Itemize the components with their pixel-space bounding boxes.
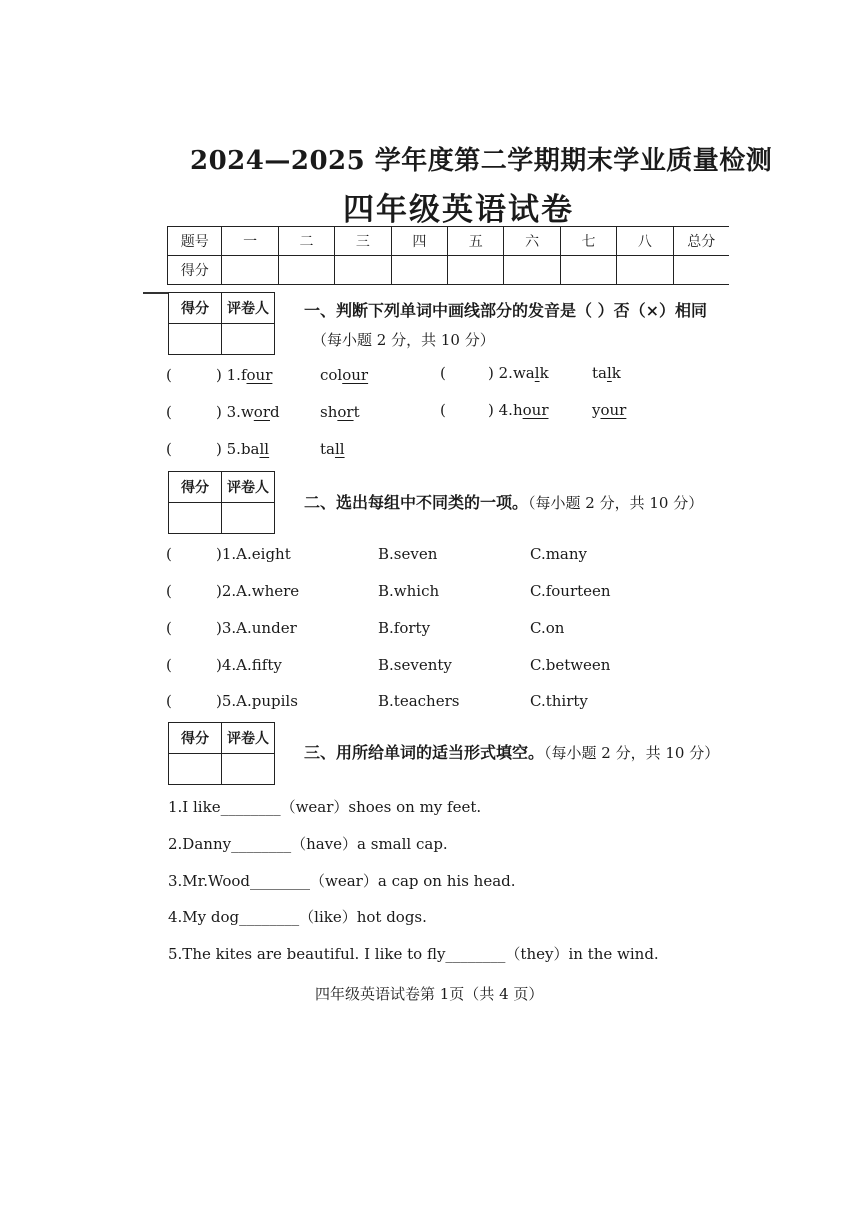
section2-title: 二、选出每组中不同类的一项。（每小题 2 分，共 10 分） [304,493,704,512]
score-cell: 五 [448,227,504,256]
s3-q3: 3.Mr.Wood________（wear）a cap on his head. [168,872,516,890]
section3-title: 三、用所给单词的适当形式填空。（每小题 2 分，共 10 分） [304,743,720,762]
score-table-header-row [168,227,730,256]
exam-subtitle: 四年级英语试卷 [343,192,574,228]
page-footer: 四年级英语试卷第 1页（共 4 页） [315,985,544,1003]
s3-q5: 5.The kites are beautiful. I like to fly________（they）in the wind. [168,945,659,963]
s1-q3-paren: ( [166,403,172,421]
grader-score-label: 得分 [169,723,222,754]
s2-q2-b: B.which [378,582,440,600]
score-blank [673,256,729,285]
s2-q3-b: B.forty [378,619,431,637]
s1-q3-pair: short [320,403,360,421]
grader-box [168,292,275,355]
grader-blank [222,503,275,534]
s1-q5-word: ) 5.ball [216,440,270,458]
s1-q1-pair: colour [320,366,369,384]
s1-q2-word: ) 2.walk [488,364,549,382]
s2-q3-a: )3.A.under [216,619,297,637]
s2-q1-a: )1.A.eight [216,545,291,563]
score-cell: 四 [391,227,447,256]
s1-q2-paren: ( [440,364,446,382]
s2-q4-a: )4.A.fifty [216,656,282,674]
s2-q5-c: C.thirty [530,692,588,710]
score-cell: 八 [617,227,673,256]
score-blank [448,256,504,285]
score-cell: 题号 [168,227,222,256]
grader-blank [222,324,275,355]
s2-q1-c: C.many [530,545,588,563]
score-cell: 二 [278,227,334,256]
s2-q2-a: )2.A.where [216,582,300,600]
score-blank [222,256,278,285]
exam-title: 2024—2025 学年度第二学期期末学业质量检测 [190,146,773,176]
score-blank [560,256,616,285]
s2-q5-b: B.teachers [378,692,460,710]
s3-q1: 1.I like________（wear）shoes on my feet. [168,798,482,816]
s1-q1-paren: ( [166,366,172,384]
grader-name-label: 评卷人 [222,472,275,503]
score-blank [617,256,673,285]
s2-q4-paren: ( [166,656,172,674]
score-blank [278,256,334,285]
s1-q2-pair: talk [592,364,621,382]
s1-q4-paren: ( [440,401,446,419]
grader-score-label: 得分 [169,472,222,503]
grader-score-label: 得分 [169,293,222,324]
s1-q5-pair: tall [320,440,345,458]
grader-name-label: 评卷人 [222,293,275,324]
s2-q3-paren: ( [166,619,172,637]
s1-q5-paren: ( [166,440,172,458]
score-cell: 七 [560,227,616,256]
s2-q5-paren: ( [166,692,172,710]
grader-name-label: 评卷人 [222,723,275,754]
s2-q1-b: B.seven [378,545,438,563]
grader-box [168,722,275,785]
s3-q2: 2.Danny________（have）a small cap. [168,835,448,853]
s2-q5-a: )5.A.pupils [216,692,298,710]
s1-q3-word: ) 3.word [216,403,280,421]
score-cell: 六 [504,227,560,256]
s1-q1-word: ) 1.four [216,366,273,384]
s2-q4-b: B.seventy [378,656,452,674]
s1-q4-word: ) 4.hour [488,401,549,419]
s2-q1-paren: ( [166,545,172,563]
s2-q2-paren: ( [166,582,172,600]
margin-line [143,292,168,294]
s2-q2-c: C.fourteen [530,582,611,600]
score-row-label: 得分 [168,256,222,285]
section1-title: 一、判断下列单词中画线部分的发音是（ ）否（×）相同 [304,301,707,320]
score-table [167,226,729,285]
score-blank [504,256,560,285]
grader-blank [169,324,222,355]
score-cell: 一 [222,227,278,256]
grader-blank [222,754,275,785]
score-cell: 总分 [673,227,729,256]
section1-note: （每小题 2 分，共 10 分） [312,331,495,349]
s1-q4-pair: your [592,401,627,419]
s3-q4: 4.My dog________（like）hot dogs. [168,908,427,926]
grader-blank [169,754,222,785]
score-table-score-row [168,256,730,285]
grader-box [168,471,275,534]
score-blank [391,256,447,285]
s2-q3-c: C.on [530,619,565,637]
score-cell: 三 [335,227,391,256]
score-blank [335,256,391,285]
grader-blank [169,503,222,534]
s2-q4-c: C.between [530,656,611,674]
